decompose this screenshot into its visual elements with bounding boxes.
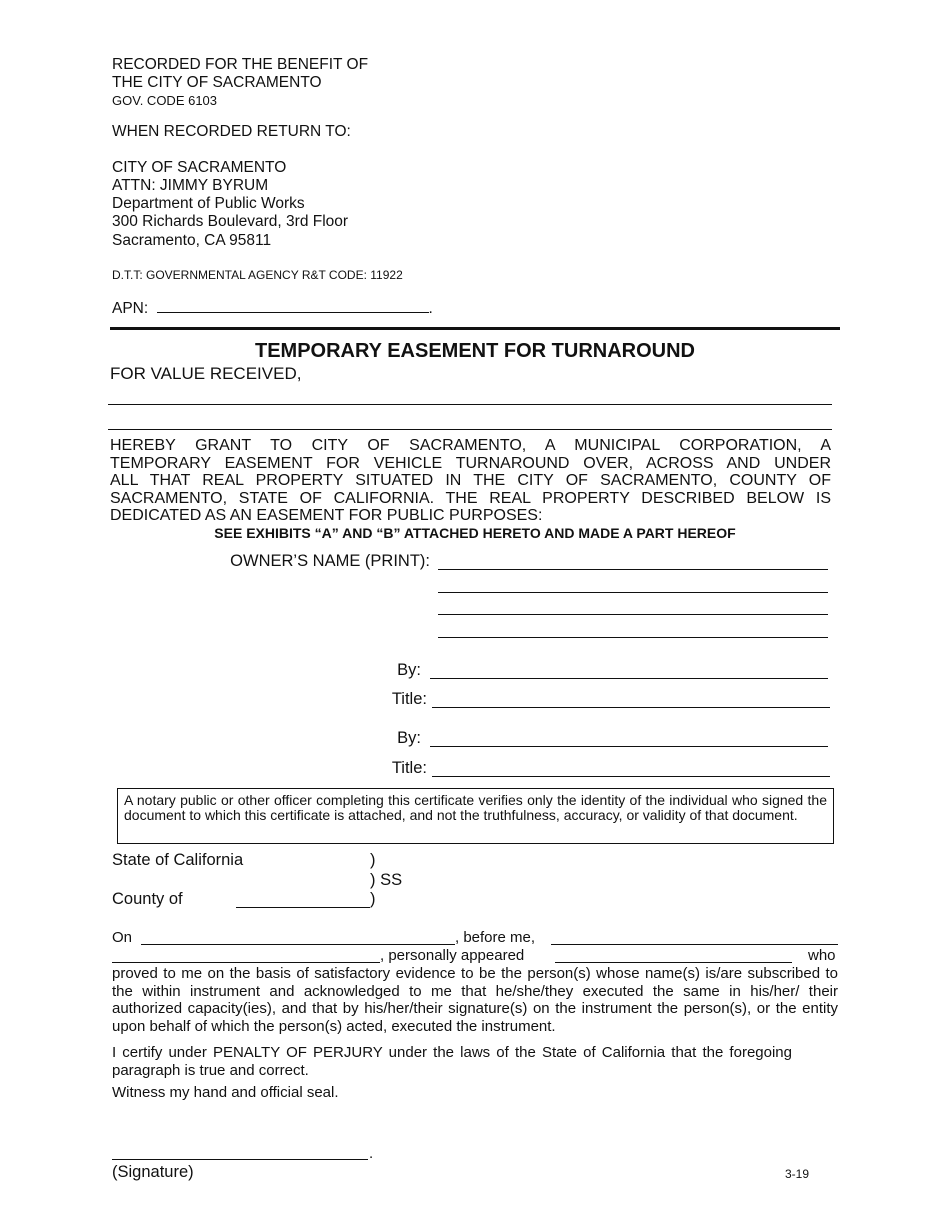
header-divider (110, 327, 840, 330)
county-field[interactable] (236, 907, 370, 908)
grantor-line-1[interactable] (108, 404, 832, 405)
owner-name-line-3[interactable] (438, 614, 828, 615)
recorded-for-line1: RECORDED FOR THE BENEFIT OF (112, 56, 369, 73)
address-line-4: 300 Richards Boulevard, 3rd Floor (112, 213, 349, 230)
apn-label: APN: (112, 300, 149, 317)
personally-appeared-label: , personally appeared (380, 947, 525, 964)
apn-field[interactable] (157, 298, 429, 313)
apn-row: APN: . (112, 300, 433, 317)
address-line-2: ATTN: JIMMY BYRUM (112, 177, 269, 194)
document-title: TEMPORARY EASEMENT FOR TURNAROUND (254, 340, 695, 362)
by-line-1[interactable] (430, 678, 828, 679)
title-line-1[interactable] (432, 707, 830, 708)
by-label-2: By: (397, 729, 421, 747)
appeared-name-field[interactable] (555, 962, 792, 963)
title-label-2: Title: (391, 759, 427, 777)
title-line-2[interactable] (432, 776, 830, 777)
who-label: who (808, 947, 836, 964)
recorded-for-line2: THE CITY OF SACRAMENTO (112, 74, 322, 91)
before-me-label: , before me, (455, 929, 536, 946)
grant-line-3: ALL THAT REAL PROPERTY SITUATED IN THE CITY OF SACRAMENTO, COUNTY OF (110, 472, 831, 489)
owner-name-line-2[interactable] (438, 592, 828, 593)
notary-title-field[interactable] (112, 962, 380, 963)
venue-ss: ) SS (370, 871, 403, 889)
state-label: State of California (112, 851, 244, 869)
proved-paragraph: proved to me on the basis of satisfactory evidence to be the person(s) whose name(s) is/are subscribed to the within instrument and acknowledged to me that he/she/they executed the same in his/her/ their authorized capacity(ies), and that by his/her/their signature(s) on the instrument the person(s), or the entity upon behalf of which the person(s) acted, executed the instrument. (112, 965, 838, 1036)
grant-line-4: SACRAMENTO, STATE OF CALIFORNIA. THE REAL PROPERTY DESCRIBED BELOW IS (110, 489, 831, 507)
grant-line-1: HEREBY GRANT TO CITY OF SACRAMENTO, A MUNICIPAL CORPORATION, A (110, 437, 831, 454)
address-line-5: Sacramento, CA 95811 (112, 232, 272, 249)
notary-disclaimer-box: A notary public or other officer completing this certificate verifies only the identity of the individual who signed the document to which this certificate is attached, and not the truthfulness, accuracy, or validity of that document. (117, 788, 834, 844)
grant-line-5: DEDICATED AS AN EASEMENT FOR PUBLIC PURPOSES: (110, 507, 543, 524)
venue-paren-2: ) (370, 890, 376, 908)
signature-label: (Signature) (112, 1163, 194, 1181)
on-label: On (112, 929, 133, 946)
exhibits-note: SEE EXHIBITS “A” AND “B” ATTACHED HERETO AND MADE A PART HEREOF (214, 525, 736, 541)
grant-line-2: TEMPORARY EASEMENT FOR VEHICLE TURNAROUND OVER, ACROSS AND UNDER (110, 454, 831, 472)
date-field[interactable] (141, 944, 455, 945)
gov-code: GOV. CODE 6103 (112, 93, 218, 108)
county-label: County of (112, 890, 183, 908)
certify-paragraph: I certify under PENALTY OF PERJURY under the laws of the State of California that the foregoing paragraph is true and correct. (112, 1044, 792, 1079)
grantor-line-2[interactable] (108, 429, 832, 430)
venue-paren-1: ) (370, 851, 376, 869)
owner-name-line-1[interactable] (438, 569, 828, 570)
dtt-line: D.T.T: GOVERNMENTAL AGENCY R&T CODE: 11922 (112, 268, 403, 282)
return-to-label: WHEN RECORDED RETURN TO: (112, 123, 351, 140)
by-line-2[interactable] (430, 746, 828, 747)
by-label-1: By: (397, 661, 421, 679)
address-line-3: Department of Public Works (112, 195, 305, 212)
title-label-1: Title: (391, 690, 427, 708)
owner-name-line-4[interactable] (438, 637, 828, 638)
for-value-received: FOR VALUE RECEIVED, (110, 364, 302, 383)
form-number: 3-19 (785, 1167, 810, 1181)
signature-line[interactable] (112, 1159, 368, 1160)
notary-name-field[interactable] (551, 944, 838, 945)
witness-line: Witness my hand and official seal. (112, 1084, 339, 1101)
address-line-1: CITY OF SACRAMENTO (112, 159, 287, 176)
owner-name-label: OWNER’S NAME (PRINT): (230, 552, 430, 570)
